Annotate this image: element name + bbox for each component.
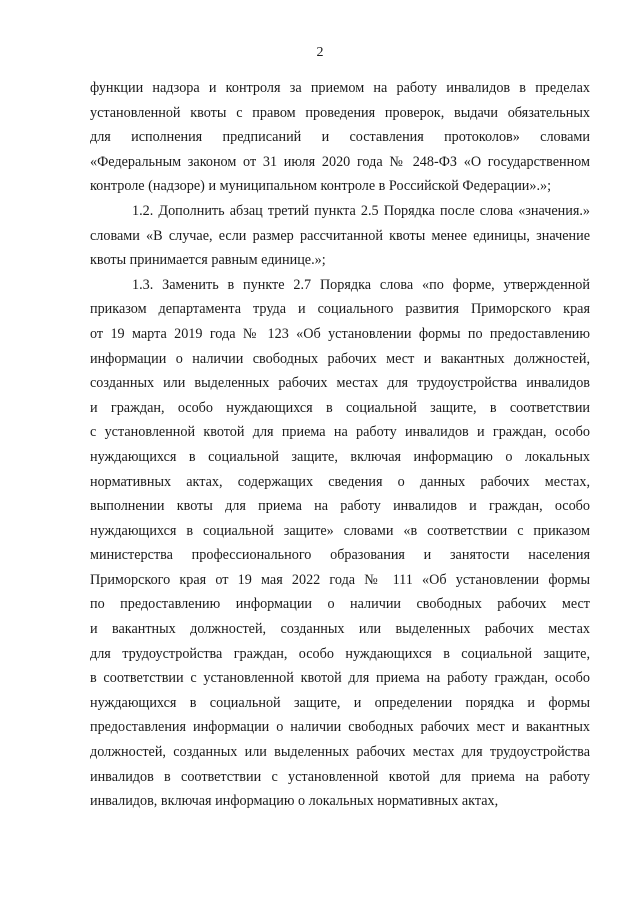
text-line: и вакантных должностей, созданных или выделенных рабочих местах [90, 621, 590, 638]
text-line: инвалидов в соответствии с установленной квотой для приема на работу [90, 768, 590, 785]
text-line: с установленной квотой для приема на работу инвалидов и граждан, особо [90, 424, 590, 441]
text-line: для трудоустройства граждан, особо нуждающихся в социальной защите, [90, 645, 590, 662]
text-line: в соответствии с установленной квотой для приема на работу граждан, особо [90, 670, 590, 687]
text-line: нормативных актах, содержащих сведения о данных рабочих местах, [90, 473, 590, 490]
text-line: нуждающихся в социальной защите» словами «в соответствии с приказом [90, 522, 590, 539]
text-line: созданных или выделенных рабочих местах для трудоустройства инвалидов [90, 375, 590, 392]
text-line: и граждан, особо нуждающихся в социальной защите, в соответствии [90, 399, 590, 416]
text-line: Приморского края от 19 мая 2022 года № 111 «Об установлении формы [90, 571, 590, 588]
text-line: 1.2. Дополнить абзац третий пункта 2.5 Порядка после слова «значения.» [132, 202, 590, 219]
text-line: для исполнения предписаний и составления протоколов» словами [90, 129, 590, 146]
text-line: «Федеральным законом от 31 июля 2020 года № 248-ФЗ «О государственном [90, 153, 590, 170]
text-line: инвалидов, включая информацию о локальных нормативных актах, [90, 793, 499, 810]
text-line: нуждающихся в социальной защите, и определении порядка и формы [90, 694, 590, 711]
document-body [90, 76, 590, 814]
paragraph [90, 199, 590, 273]
text-line: функции надзора и контроля за приемом на работу инвалидов в пределах [90, 80, 590, 96]
text-line: выполнении квоты для приема на работу инвалидов и граждан, особо [90, 498, 590, 515]
text-line: министерства профессионального образования и занятости населения [90, 547, 590, 564]
text-line: нуждающихся в социальной защите, включая информацию о локальных [90, 448, 590, 465]
text-line: контроле (надзоре) и муниципальном контроле в Российской Федерации».»; [90, 178, 552, 195]
text-line: установленной квоты с правом проведения проверок, выдачи обязательных [90, 104, 590, 121]
text-line: словами «В случае, если размер рассчитанной квоты менее единицы, значение [90, 227, 590, 244]
page-number: 2 [316, 45, 324, 60]
paragraph [90, 76, 590, 199]
text-line: 1.3. Заменить в пункте 2.7 Порядка слова «по форме, утвержденной [132, 276, 590, 293]
text-line: должностей, созданных или выделенных рабочих местах для трудоустройства [90, 744, 590, 761]
text-line: квоты принимается равным единице.»; [90, 252, 326, 269]
text-line: приказом департамента труда и социального развития Приморского края [90, 301, 590, 318]
text-line: предоставления информации о наличии свободных рабочих мест и вакантных [90, 719, 590, 736]
text-line: от 19 марта 2019 года № 123 «Об установлении формы по предоставлению [90, 325, 590, 342]
text-line: информации о наличии свободных рабочих мест и вакантных должностей, [90, 350, 590, 367]
paragraph [90, 273, 590, 814]
text-line: по предоставлению информации о наличии свободных рабочих мест [90, 596, 590, 613]
